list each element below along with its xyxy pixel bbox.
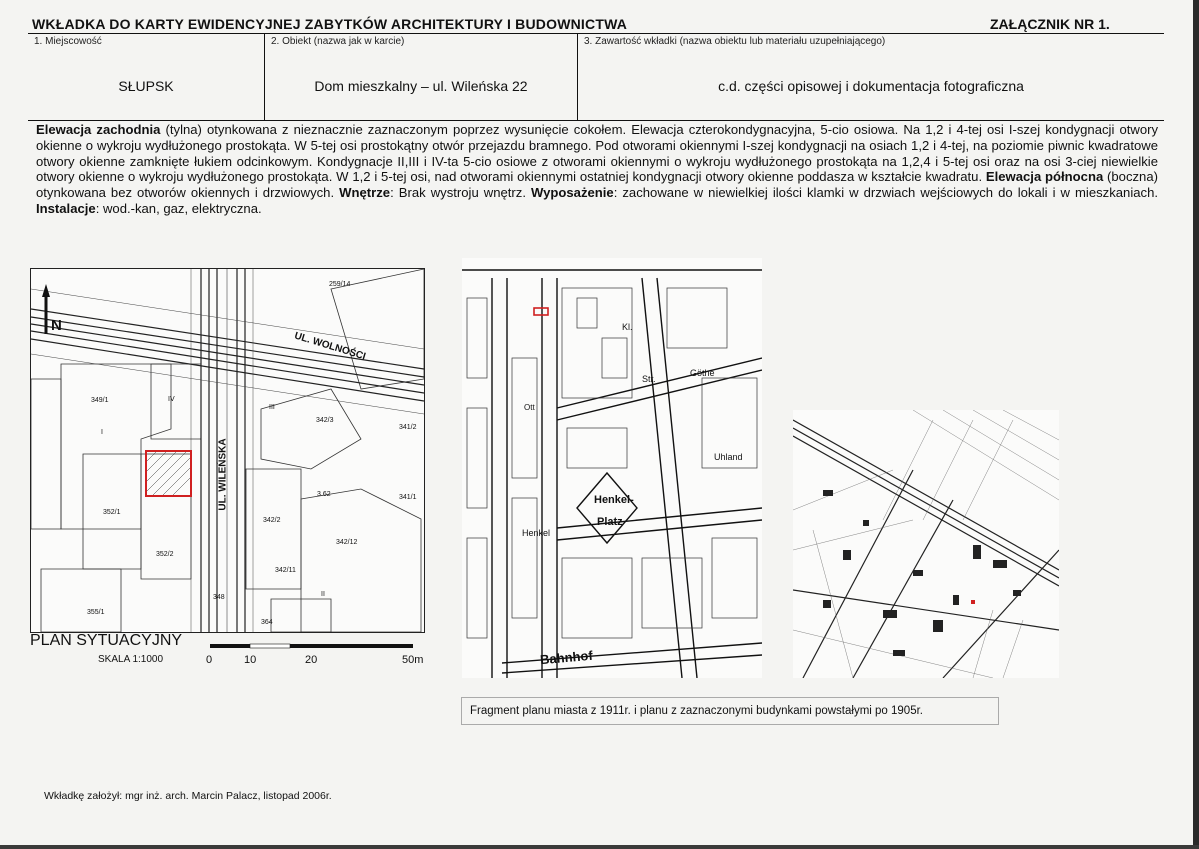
city-label-gothe: Göthe (690, 368, 715, 378)
scale-tick-20: 20 (305, 654, 318, 666)
parcel-label: 342/11 (275, 567, 296, 574)
fields-divider (28, 120, 1164, 121)
city-label-bahnhof: Bahnhof (539, 647, 594, 668)
site-plan-scale: SKALA 1:1000 (98, 654, 164, 665)
scale-bar (210, 642, 415, 650)
text-interior: : Brak wystroju wnętrz. (390, 185, 531, 201)
heading-north-elevation: Elewacja północna (985, 169, 1104, 185)
modern-city-plan-map (793, 410, 1059, 678)
field-locality (28, 34, 265, 120)
parcel-label: 364 (261, 619, 273, 626)
parcel-label: 349/1 (91, 397, 109, 404)
author-footer: Wkładkę założył: mgr inż. arch. Marcin Palacz, listopad 2006r. (44, 790, 332, 802)
parcel-label: II (321, 591, 325, 598)
scan-edge-bottom (0, 845, 1199, 849)
parcel-label: 352/1 (103, 509, 121, 516)
city-label-kl: Kl. (622, 322, 633, 332)
site-plan-title: PLAN SYTUACYJNY (30, 632, 183, 649)
field-locality-value: SŁUPSK (118, 78, 174, 94)
field-object-label: 2. Obiekt (nazwa jak w karcie) (271, 36, 405, 47)
parcel-label: III (269, 404, 275, 411)
street-label-wilenska: UL. WILEŃSKA (217, 438, 229, 511)
city-label-str: Str. (642, 374, 656, 384)
description-paragraph (36, 122, 1158, 217)
caption-box (461, 697, 999, 725)
heading-interior: Wnętrze (339, 185, 391, 201)
parcel-label: 342/3 (316, 417, 334, 424)
text-equipment: : zachowane w niewielkiej ilości klamki w drzwiach wejściowych do lokali i w mieszkaniach. (613, 185, 1158, 201)
scale-tick-50: 50m (402, 654, 424, 666)
annex-number: ZAŁĄCZNIK NR 1. (990, 16, 1110, 32)
north-arrow-label: N (51, 317, 62, 334)
field-object (265, 34, 578, 120)
field-content (578, 34, 1164, 120)
parcel-label: 259/14 (329, 281, 351, 288)
parcel-label: 348 (213, 594, 225, 601)
heading-installations: Instalacje (36, 200, 96, 216)
parcel-label: I (101, 429, 103, 436)
parcel-label: IV (168, 396, 175, 403)
parcel-label: 3.62 (317, 491, 331, 498)
field-object-value: Dom mieszkalny – ul. Wileńska 22 (314, 78, 528, 94)
street-label-wolnosci: UL. WOLNOŚCI (293, 330, 367, 363)
parcel-label: 342/2 (263, 517, 281, 524)
highlighted-building (534, 308, 548, 315)
parcel-label: 341/1 (399, 494, 417, 501)
maps-caption: Fragment planu miasta z 1911r. i planu z zaznaczonymi budynkami powstałymi po 1905r. (470, 705, 923, 717)
city-label-ott: Ott (524, 403, 535, 412)
text-north-elevation: (boczna) otynkowana bez otworów okiennych i drzwiowych. (36, 169, 1158, 201)
heading-equipment: Wyposażenie (531, 185, 614, 201)
parcel-label: 342/12 (336, 539, 358, 546)
text-west-elevation: (tylna) otynkowana z nieznacznie zaznaczonym poprzez wysunięcie cokołem. Elewacja czterokondygnacyjna, 5-cio osiowa. Na 1,2 i 4-tej osi I-szej kondygnacji otwory okienne o wykroju wydłużonego prostokąta. W 5-tej osi prostokątny otwór przejazdu bramnego. Pod otworami okiennymi I-szej kondygnacji na osiach 1,2 i 4-tej, na poziomie piwnic kwadratowe otwory okienne zamknięte łukiem odcinkowym. Kondygnacje II,III i IV-ta 5-cio osiowe z otworami okiennymi o wykroju wydłużonego prostokąta na 1,2,4 i 5-tej osi oraz na osi 3-ciej niewielkie otwory okienne o wykroju wydłużonego prostokąta. W 1,2 i 5-tej osi, nad otworami okiennymi ostatniej kondygnacji otwory okienne poddasza w kształcie kwadratu. (36, 122, 1159, 185)
scan-edge-right (1193, 0, 1199, 849)
historic-city-plan-map (462, 258, 762, 678)
parcel-label: 341/2 (399, 424, 417, 431)
city-label-platz: Platz (597, 516, 623, 528)
scale-tick-0: 0 (206, 654, 213, 666)
city-label-uhland: Uhland (714, 452, 743, 462)
text-installations: : wod.-kan, gaz, elektryczna. (95, 200, 262, 216)
highlighted-building (971, 600, 975, 604)
field-content-value: c.d. części opisowej i dokumentacja fotograficzna (718, 78, 1024, 94)
city-label-henkel-platz: Henkel- (594, 494, 634, 506)
field-locality-label: 1. Miejscowość (34, 36, 102, 47)
heading-west-elevation: Elewacja zachodnia (36, 122, 161, 137)
parcel-label: 352/2 (156, 551, 174, 558)
site-plan-map (30, 268, 425, 633)
document-title: WKŁADKA DO KARTY EWIDENCYJNEJ ZABYTKÓW ARCHITEKTURY I BUDOWNICTWA (32, 16, 628, 32)
parcel-label: 355/1 (87, 609, 105, 616)
scale-tick-10: 10 (244, 654, 257, 666)
field-content-label: 3. Zawartość wkładki (nazwa obiektu lub materiału uzupełniającego) (584, 36, 886, 47)
city-label-henkel: Henkel (522, 528, 551, 538)
